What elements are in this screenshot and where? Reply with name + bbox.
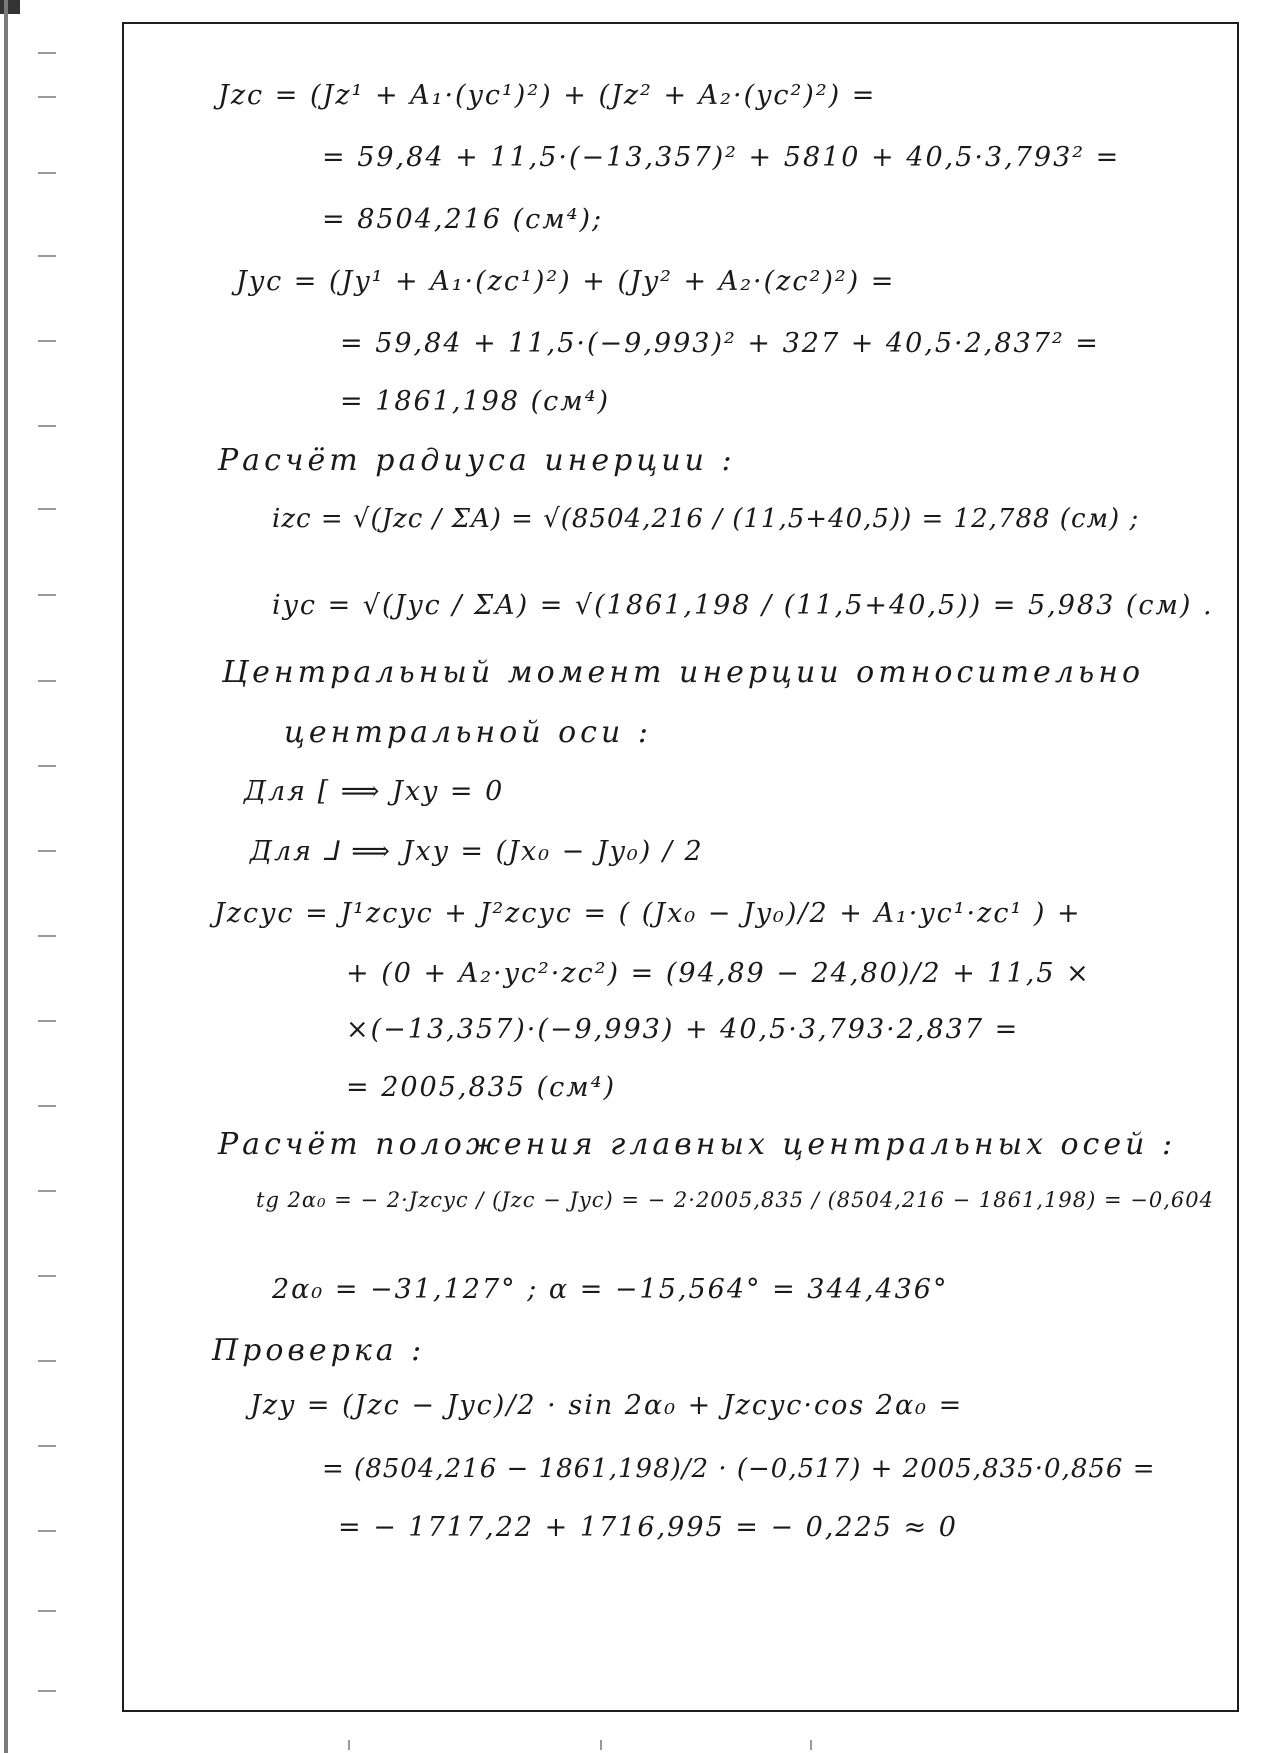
edge-tick: [38, 508, 56, 510]
check-formula: Jzy = (Jzc − Jyc)/2 · sin 2α₀ + Jzcyc·cos 2α₀ =: [250, 1390, 964, 1421]
edge-tick: [38, 765, 56, 767]
moment-inertia-y-result: = 1861,198 (см⁴): [340, 386, 611, 417]
heading-centrifugal-moment-cont: центральной оси :: [284, 715, 652, 750]
heading-radius-of-gyration: Расчёт радиуса инерции :: [218, 443, 736, 478]
edge-tick: [38, 1360, 56, 1362]
edge-tick: [38, 1530, 56, 1532]
scan-mark: [348, 1740, 350, 1750]
edge-tick: [38, 1690, 56, 1692]
corner-mark: [0, 0, 20, 14]
channel-product-of-inertia: Для [ ⟹ Jxy = 0: [244, 776, 505, 807]
moment-inertia-z-substitution: = 59,84 + 11,5·(−13,357)² + 5810 + 40,5·3,793² =: [322, 142, 1121, 173]
moment-inertia-z-result: = 8504,216 (см⁴);: [322, 204, 604, 235]
check-substitution: = (8504,216 − 1861,198)/2 · (−0,517) + 2005,835·0,856 =: [322, 1454, 1156, 1484]
centrifugal-moment-substitution-cont: ×(−13,357)·(−9,993) + 40,5·3,793·2,837 =: [346, 1014, 1020, 1045]
edge-tick: [38, 1610, 56, 1612]
edge-tick: [38, 1445, 56, 1447]
edge-tick: [38, 52, 56, 54]
moment-inertia-y-substitution: = 59,84 + 11,5·(−9,993)² + 327 + 40,5·2,837² =: [340, 328, 1100, 359]
centrifugal-moment-result: = 2005,835 (см⁴): [346, 1072, 617, 1103]
angle-product-of-inertia: Для ⅃ ⟹ Jxy = (Jx₀ − Jy₀) / 2: [250, 836, 704, 867]
moment-inertia-z-formula: Jzc = (Jz¹ + A₁·(yc¹)²) + (Jz² + A₂·(yc²)²) =: [218, 80, 877, 111]
edge-tick: [38, 680, 56, 682]
principal-angle-tangent: tg 2α₀ = − 2·Jzcyc / (Jzc − Jyc) = − 2·2005,835 / (8504,216 − 1861,198) = −0,604: [256, 1188, 1214, 1212]
check-result: = − 1717,22 + 1716,995 = − 0,225 ≈ 0: [338, 1512, 958, 1543]
edge-tick: [38, 1020, 56, 1022]
scan-mark: [810, 1740, 812, 1750]
edge-tick: [38, 850, 56, 852]
edge-tick: [38, 1275, 56, 1277]
scan-mark: [600, 1740, 602, 1750]
radius-of-gyration-y: iyc = √(Jyc / ΣA) = √(1861,198 / (11,5+40,5)) = 5,983 (см) .: [272, 590, 1214, 621]
edge-tick: [38, 425, 56, 427]
edge-tick: [38, 1190, 56, 1192]
heading-principal-axes: Расчёт положения главных центральных осей :: [218, 1127, 1177, 1162]
edge-bar: [4, 0, 8, 1753]
edge-tick: [38, 594, 56, 596]
edge-tick: [38, 340, 56, 342]
heading-centrifugal-moment: Центральный момент инерции относительно: [222, 655, 1145, 690]
principal-angle-result: 2α₀ = −31,127° ; α = −15,564° = 344,436°: [272, 1274, 949, 1305]
radius-of-gyration-z: izc = √(Jzc / ΣA) = √(8504,216 / (11,5+40,5)) = 12,788 (см) ;: [272, 504, 1140, 534]
edge-tick: [38, 96, 56, 98]
binding-edge: [0, 0, 60, 1753]
edge-tick: [38, 935, 56, 937]
edge-tick: [38, 1105, 56, 1107]
moment-inertia-y-formula: Jyc = (Jy¹ + A₁·(zc¹)²) + (Jy² + A₂·(zc²)²) =: [236, 266, 896, 297]
bottom-scan-marks: [340, 1740, 940, 1753]
heading-check: Проверка :: [212, 1333, 426, 1368]
edge-tick: [38, 255, 56, 257]
centrifugal-moment-substitution: + (0 + A₂·yc²·zc²) = (94,89 − 24,80)/2 + 11,5 ×: [346, 958, 1091, 989]
edge-tick: [38, 172, 56, 174]
centrifugal-moment-formula: Jzcyc = J¹zcyc + J²zcyc = ( (Jx₀ − Jy₀)/2 + A₁·yc¹·zc¹ ) +: [214, 898, 1082, 929]
